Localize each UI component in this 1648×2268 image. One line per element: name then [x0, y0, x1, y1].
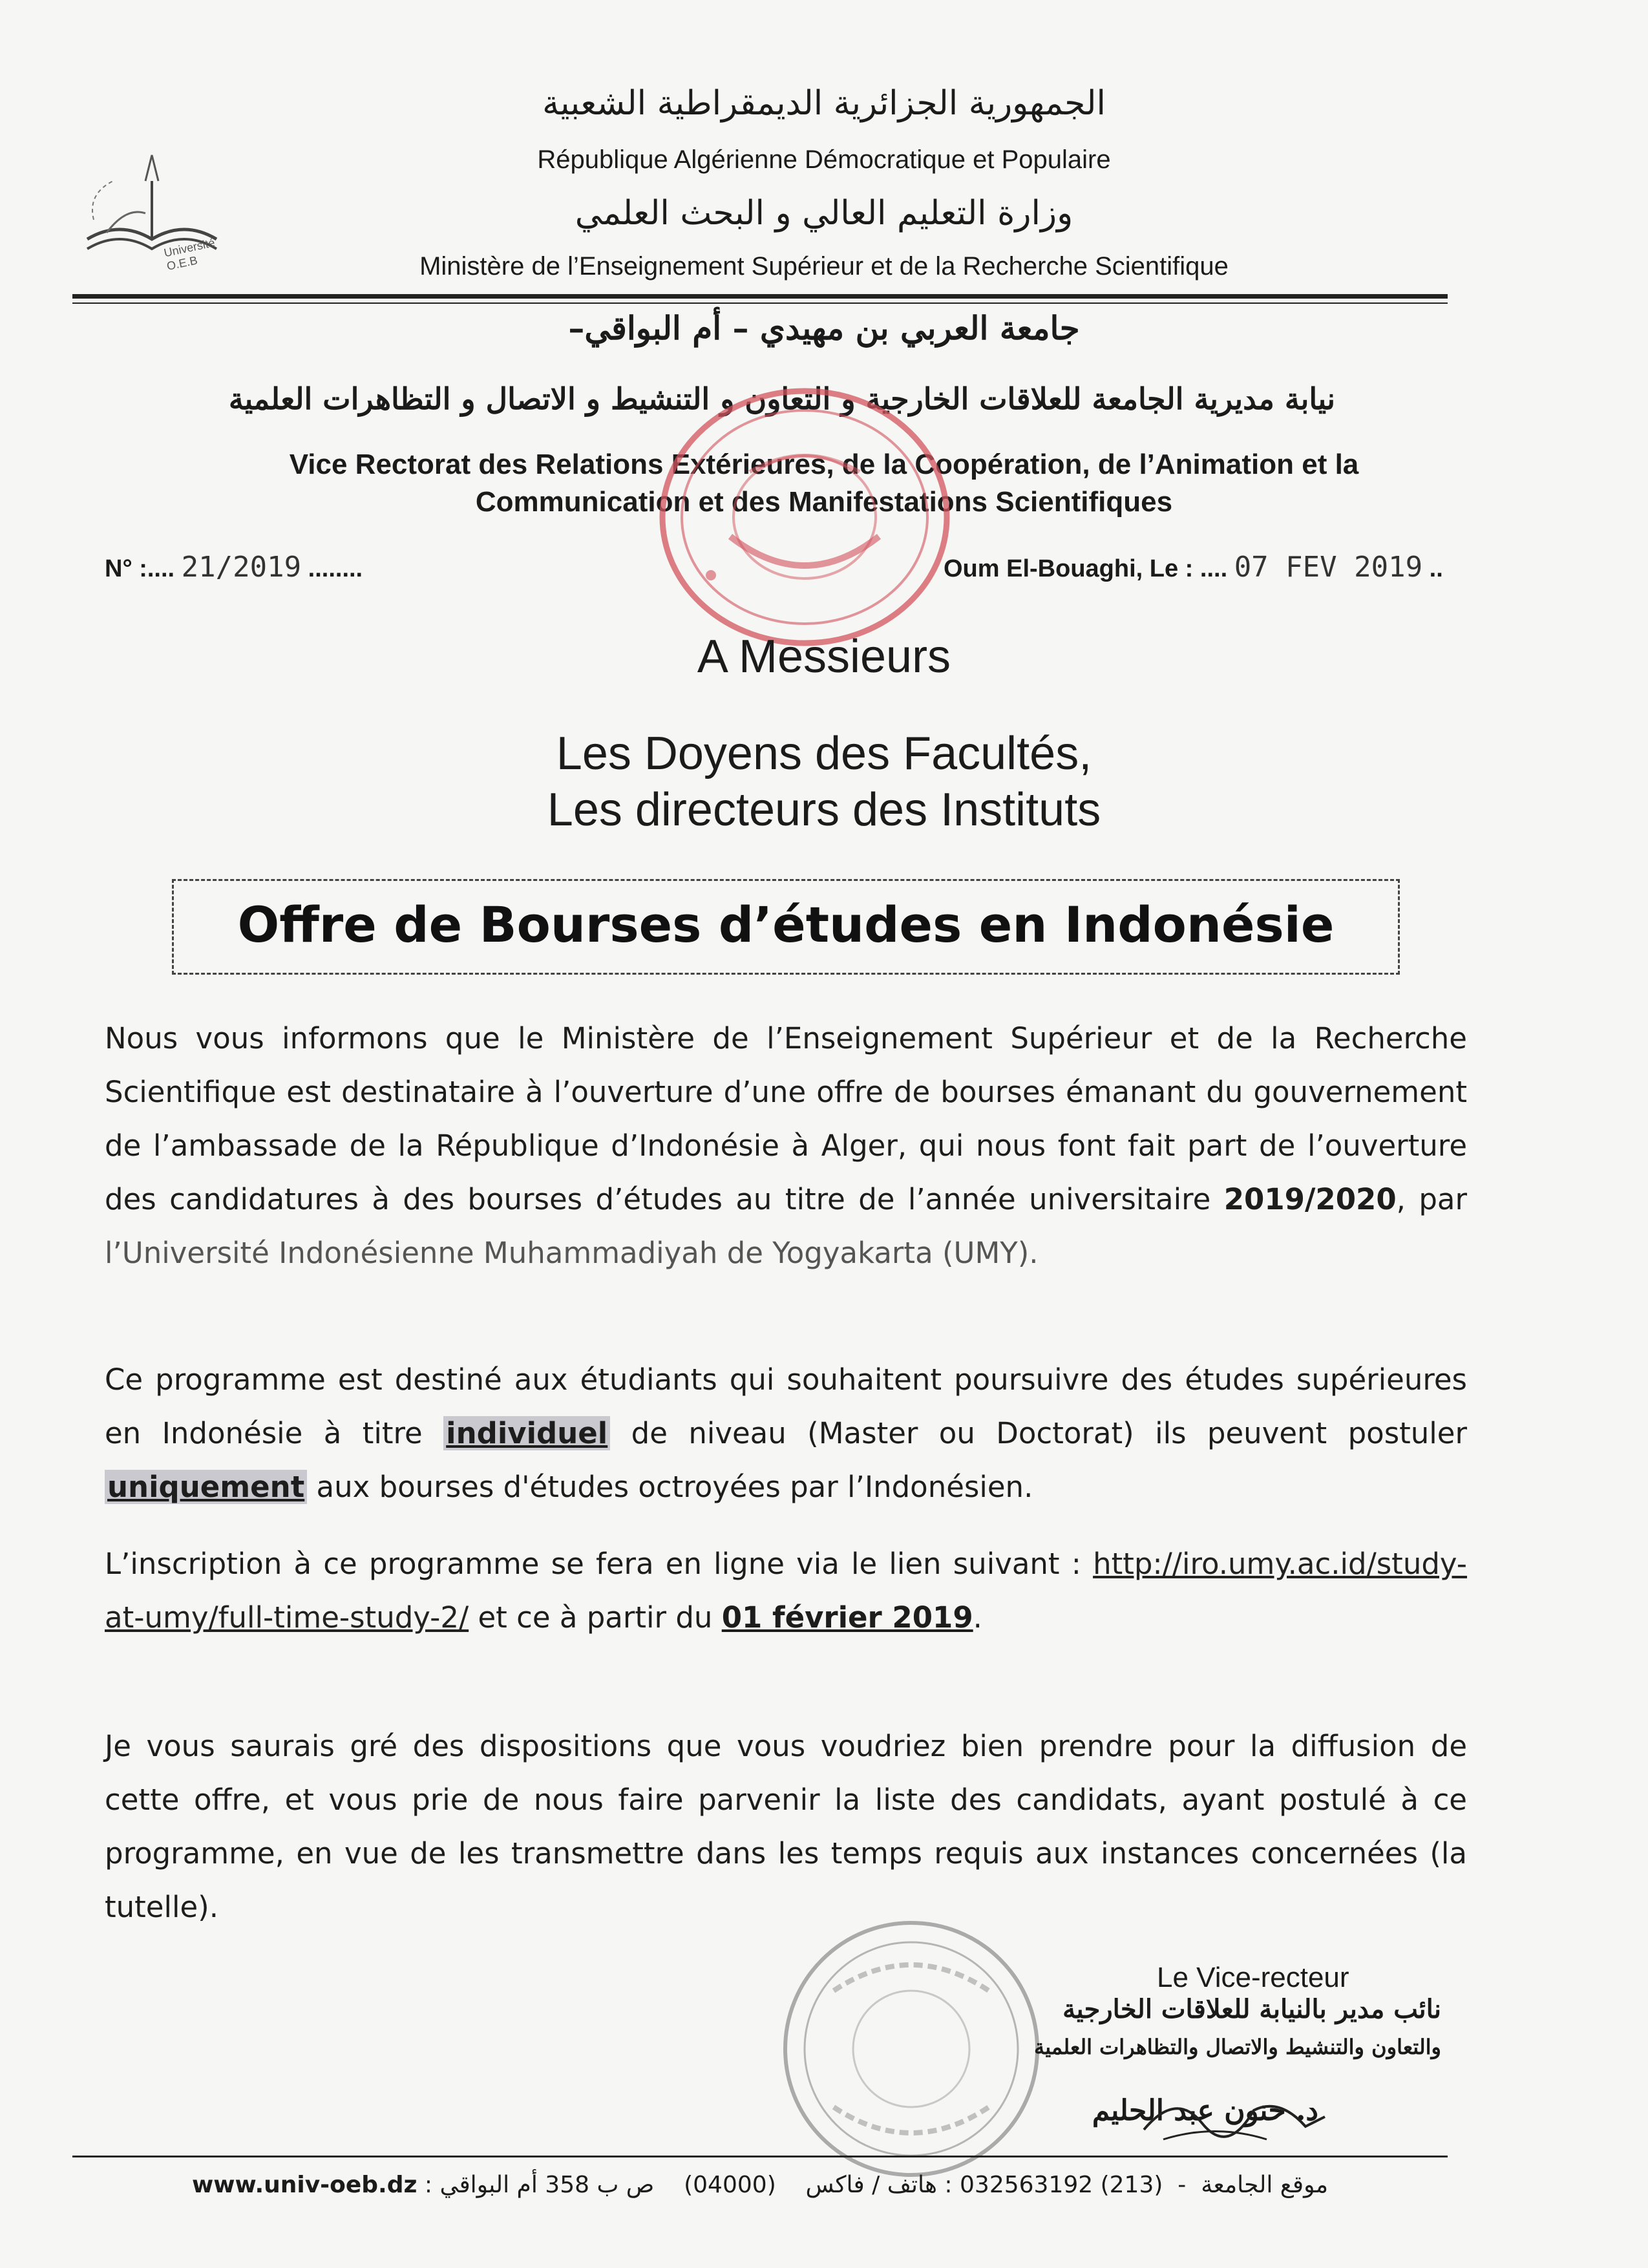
body-paragraph-1: Nous vous informons que le Ministère de l’Enseignement Supérieur et de la Recherche Scientifique est destinataire à l’ouverture d’une offre de bourses émanant du gouvernement de l’ambassade de la République d’Indonésie à Alger, qui nous font fait part de l’ouverture des candidatures à des bourses d’études au titre de l’année universitaire 2019/2020, par l’Université Indonésienne Muhammadiyah de Yogyakarta (UMY). [105, 1021, 1467, 1270]
footer-address: ص ب 358 أم البواقي [439, 2172, 655, 2198]
ministry-french: Ministère de l’Enseignement Supérieur et de la Recherche Scientifique [419, 252, 1229, 281]
university-name-arabic: جامعة العربي بن مهيدي – أم البواقي– [568, 309, 1080, 347]
signature-scribble-icon [1137, 2078, 1331, 2149]
footer-divider [72, 2156, 1448, 2157]
footer-phone-label: : هاتف / فاكس [805, 2172, 953, 2198]
body-paragraph-4: Je vous saurais gré des dispositions que vous voudriez bien prendre pour la diffusion de cette offre, et vous prie de nous faire parvenir la liste des candidats, ayant postulé à ce programme, en vue de les transmettre dans les temps requis aux instances concernées (la tutelle). [105, 1729, 1467, 1924]
header-divider-thin [72, 302, 1448, 304]
footer-contact: www.univ-oeb.dz : موقع الجامعة - (213) 032563192 : هاتف / فاكس (04000) ص ب 358 أم البواقي [191, 2172, 1329, 2198]
logo-caption: Université O.E.B [162, 236, 217, 273]
republic-arabic: الجمهورية الجزائرية الديمقراطية الشعبية [542, 84, 1106, 123]
signatory-name-arabic: د. حنون عبد الحليم [1092, 2094, 1318, 2127]
signatory-role-arabic-2: والتعاون والتنشيط والاتصال والتظاهرات العلمية [1034, 2035, 1441, 2059]
letter-date-value: 07 FEV 2019 [1234, 551, 1423, 584]
highlight-individuel: individuel [443, 1416, 610, 1450]
vice-rectorate-french-line2: Communication et des Manifestations Scientifiques [475, 486, 1173, 518]
vice-rectorate-arabic: نيابة مديرية الجامعة للعلاقات الخارجية و التعاون و التنشيط و الاتصال و التظاهرات العلمية [228, 381, 1336, 416]
footer-phone: (213) 032563192 [960, 2172, 1163, 2198]
ministry-arabic: وزارة التعليم العالي و البحث العلمي [575, 194, 1073, 233]
stamp-red-icon [653, 381, 956, 653]
footer-website-label: : موقع الجامعة [424, 2172, 1329, 2198]
place-date-label: Oum El-Bouaghi, Le : [944, 555, 1194, 582]
start-date: 01 février 2019 [721, 1600, 973, 1635]
handwritten-signature [1137, 2078, 1331, 2149]
salutation: A Messieurs [697, 631, 951, 683]
registration-link[interactable]: http://iro.umy.ac.id/study-at-umy/full-time-study-2/ [105, 1547, 1467, 1635]
recipients-line2: Les directeurs des Instituts [547, 784, 1101, 836]
header-divider [72, 294, 1448, 299]
highlight-uniquement: uniquement [105, 1470, 307, 1504]
official-stamp-red [653, 381, 956, 653]
academic-year: 2019/2020 [1223, 1182, 1397, 1216]
republic-french: République Algérienne Démocratique et Populaire [537, 145, 1111, 174]
footer-postal-code: (04000) [684, 2172, 776, 2198]
body-paragraph-2: Ce programme est destiné aux étudiants qui souhaitent poursuivre des études supérieures en Indonésie à titre individuel de niveau (Master ou Doctorat) ils peuvent postuler uniquement aux bourses d'études octroyées par l’Indonésien. [105, 1362, 1467, 1504]
vice-rectorate-french-line1: Vice Rectorat des Relations Extérieures, de la Coopération, de l’Animation et la [289, 449, 1359, 480]
subject-title: Offre de Bourses d’études en Indonésie [237, 896, 1335, 953]
signatory-role-arabic-1: نائب مدير بالنيابة للعلاقات الخارجية [1062, 1994, 1441, 2024]
footer-website[interactable]: www.univ-oeb.dz [191, 2172, 417, 2198]
reference-number-value: 21/2019 [181, 551, 302, 584]
recipients-line1: Les Doyens des Facultés, [556, 728, 1092, 779]
university-umy: l’Université Indonésienne Muhammadiyah de Yogyakarta (UMY). [105, 1236, 1039, 1270]
reference-number-label: N° [105, 555, 132, 582]
signatory-title: Le Vice-recteur [1157, 1962, 1349, 1993]
body-paragraph-3: L’inscription à ce programme se fera en ligne via le lien suivant : http://iro.umy.ac.id/study-at-umy/full-time-study-2/ et ce à partir du 01 février 2019. [105, 1547, 1467, 1635]
